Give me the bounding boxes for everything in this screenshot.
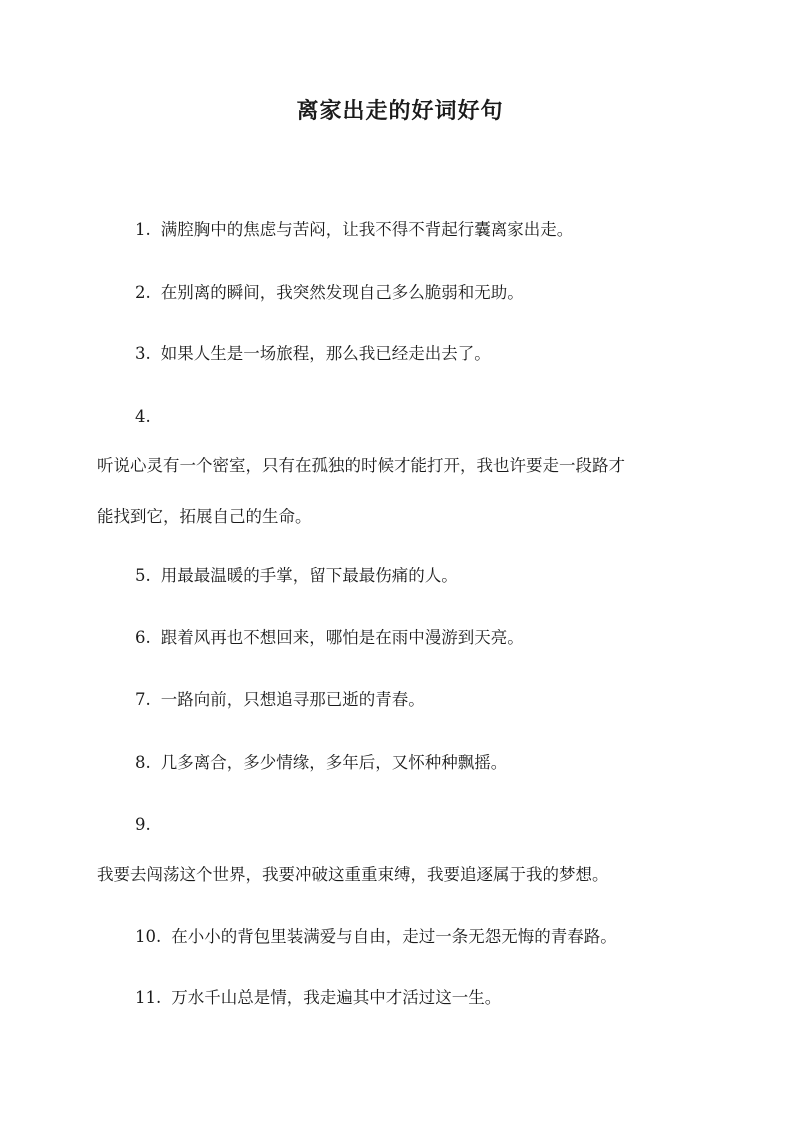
item-text-line: 我要去闯荡这个世界，我要冲破这重重束缚，我要追逐属于我的梦想。 bbox=[97, 865, 609, 884]
item-number: 11. bbox=[135, 988, 162, 1007]
item-number: 6. bbox=[135, 628, 151, 647]
item-text: 在别离的瞬间，我突然发现自己多么脆弱和无助。 bbox=[160, 283, 524, 302]
item-number: 4. bbox=[135, 407, 151, 426]
item-number: 9. bbox=[135, 815, 151, 834]
list-item bbox=[135, 987, 501, 1009]
item-number: 10. bbox=[135, 927, 162, 946]
item-number: 3. bbox=[135, 344, 151, 363]
list-item bbox=[135, 565, 458, 587]
page-title: 离家出走的好词好句 bbox=[296, 98, 504, 124]
item-text: 一路向前，只想追寻那已逝的青春。 bbox=[160, 690, 425, 709]
list-item bbox=[135, 282, 524, 304]
item-number: 8. bbox=[135, 753, 151, 772]
list-item bbox=[135, 752, 507, 774]
item-text-line: 能找到它，拓展自己的生命。 bbox=[97, 507, 312, 526]
item-text: 跟着风再也不想回来，哪怕是在雨中漫游到天亮。 bbox=[160, 628, 524, 647]
item-text: 如果人生是一场旅程，那么我已经走出去了。 bbox=[160, 344, 491, 363]
list-item bbox=[135, 343, 491, 365]
item-number: 2. bbox=[135, 283, 151, 302]
item-text: 万水千山总是情，我走遍其中才活过这一生。 bbox=[171, 988, 502, 1007]
item-text: 几多离合，多少情缘，多年后，又怀种种飘摇。 bbox=[160, 753, 508, 772]
item-number: 1. bbox=[135, 220, 151, 239]
list-item bbox=[135, 627, 524, 649]
item-text-line: 听说心灵有一个密室，只有在孤独的时候才能打开，我也许要走一段路才 bbox=[97, 456, 625, 475]
list-item bbox=[135, 219, 573, 241]
item-number: 5. bbox=[135, 566, 151, 585]
item-text: 在小小的背包里装满爱与自由，走过一条无怨无悔的青春路。 bbox=[171, 927, 617, 946]
list-item bbox=[135, 689, 425, 711]
item-number: 7. bbox=[135, 690, 151, 709]
list-item-number-only bbox=[135, 406, 151, 428]
item-text: 用最最温暖的手掌，留下最最伤痛的人。 bbox=[160, 566, 458, 585]
list-item-number-only bbox=[135, 814, 151, 836]
list-item bbox=[135, 926, 617, 948]
item-text: 满腔胸中的焦虑与苦闷，让我不得不背起行囊离家出走。 bbox=[160, 220, 574, 239]
